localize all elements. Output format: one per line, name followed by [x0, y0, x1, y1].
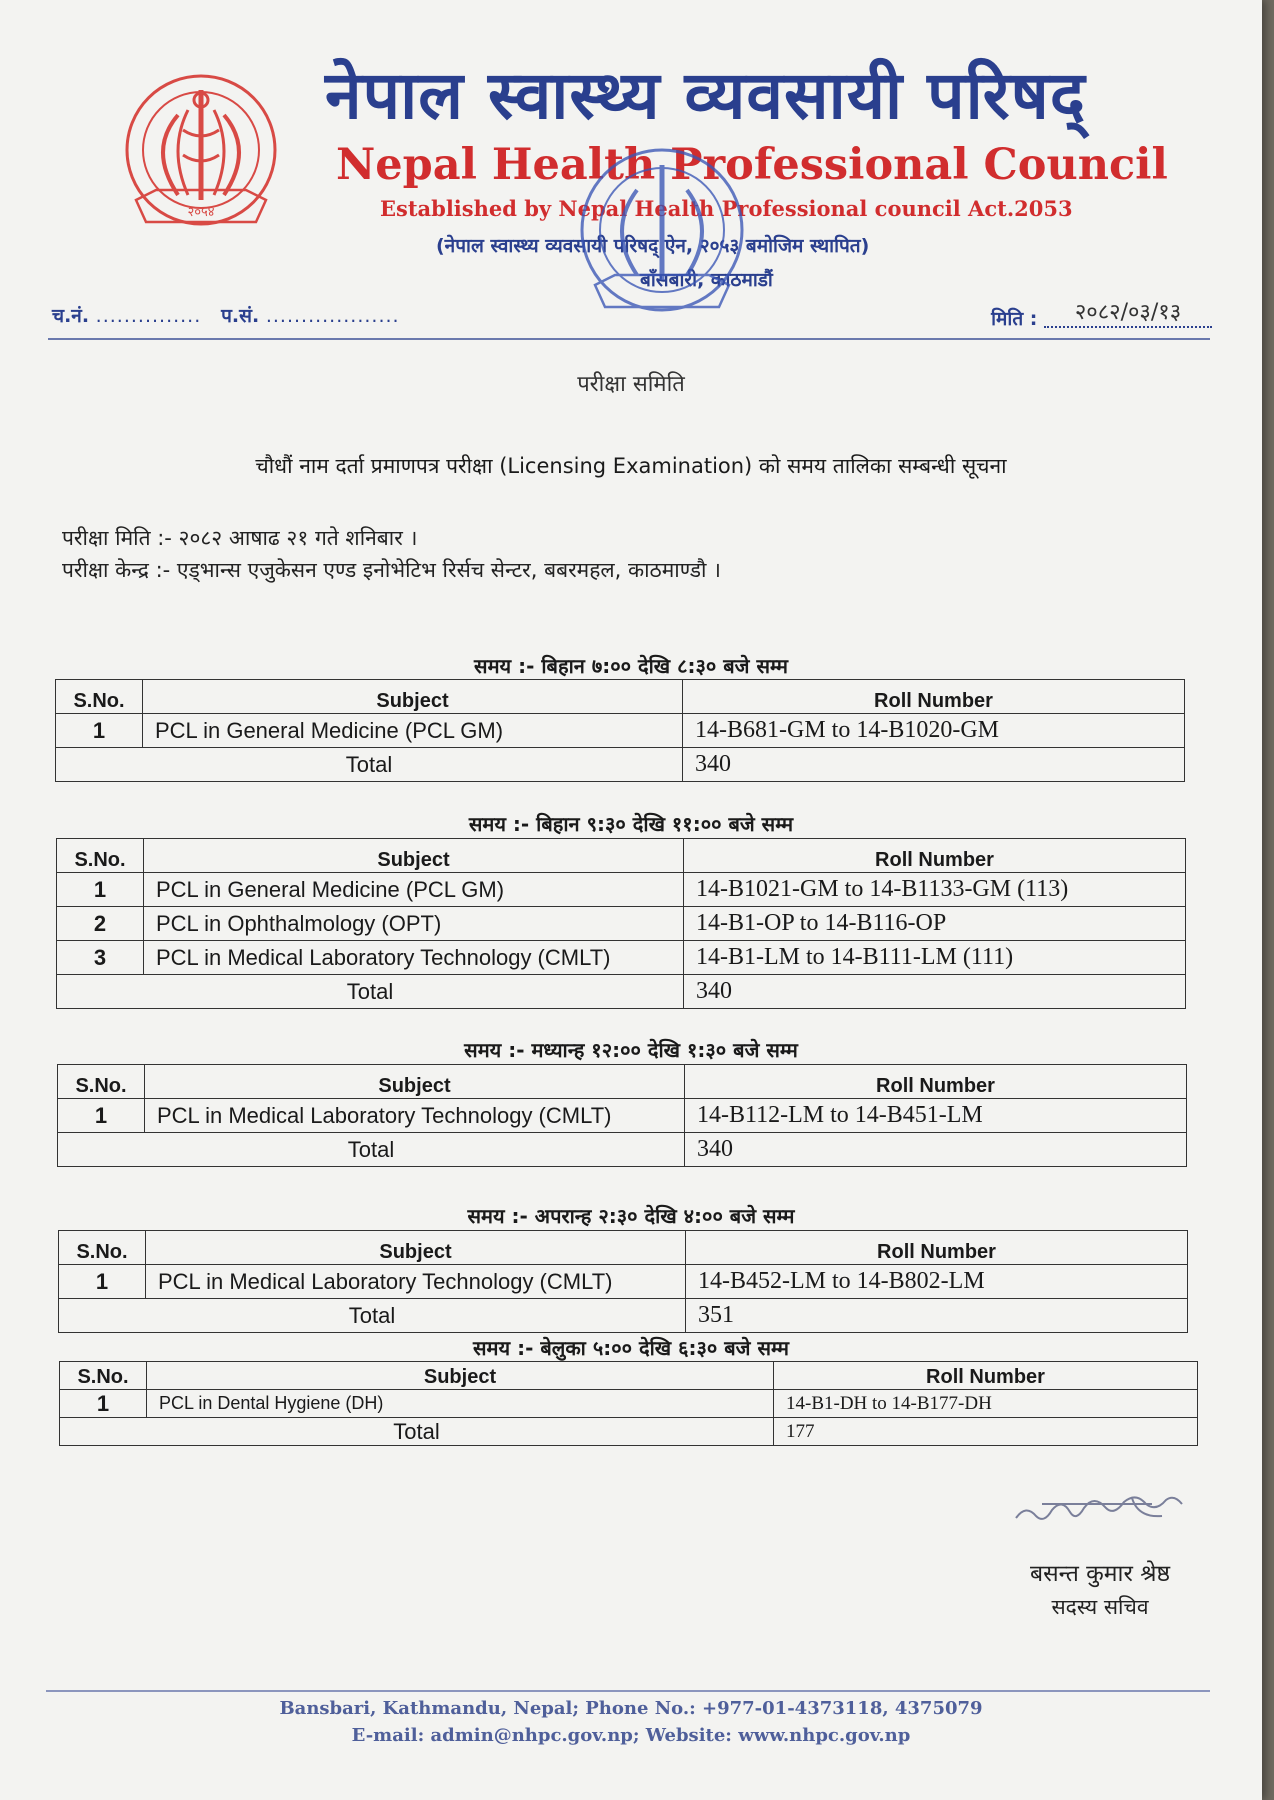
- handwritten-signature: [1012, 1490, 1202, 1530]
- roll-header: Roll Number: [684, 839, 1186, 873]
- total-label: Total: [58, 1133, 685, 1167]
- ref-no-blank: ...............: [95, 305, 202, 327]
- footer-address: Bansbari, Kathmandu, Nepal; Phone No.: +977-01-4373118, 4375079: [279, 1698, 983, 1719]
- subject-header: Subject: [143, 680, 683, 714]
- ref-no-label: च.नं.: [52, 305, 90, 327]
- subject-header: Subject: [145, 1065, 685, 1099]
- subject-cell: PCL in General Medicine (PCL GM): [143, 714, 683, 748]
- sno-header: S.No.: [59, 1231, 146, 1265]
- org-name-nepali: नेपाल स्वास्थ्य व्यवसायी परिषद्: [325, 57, 1086, 134]
- signatory-post: सदस्य सचिव: [1051, 1595, 1149, 1619]
- roll-header: Roll Number: [774, 1362, 1198, 1390]
- office-stamp: [575, 140, 750, 325]
- roll-cell: 14-B1-DH to 14-B177-DH: [774, 1390, 1198, 1418]
- roll-cell: 14-B681-GM to 14-B1020-GM: [683, 714, 1185, 748]
- table-row: [57, 873, 1186, 907]
- total-label: Total: [60, 1418, 774, 1446]
- footer-divider: [46, 1690, 1210, 1692]
- header-divider: [48, 338, 1210, 340]
- date-label: मिति :: [991, 308, 1038, 330]
- roll-cell: 14-B1-OP to 14-B116-OP: [684, 907, 1186, 941]
- total-value: 340: [685, 1133, 1187, 1167]
- sno-header: S.No.: [56, 680, 143, 714]
- total-row: [57, 975, 1186, 1009]
- table-row: [57, 941, 1186, 975]
- total-label: Total: [57, 975, 684, 1009]
- total-value: 177: [774, 1418, 1198, 1446]
- table-row: [56, 714, 1185, 748]
- signatory-name: बसन्त कुमार श्रेष्ठ: [1029, 1561, 1171, 1587]
- table-header-row: [59, 1231, 1188, 1265]
- table-row: [60, 1390, 1198, 1418]
- sno-header: S.No.: [58, 1065, 145, 1099]
- total-row: [56, 748, 1185, 782]
- council-logo: [118, 70, 284, 248]
- roll-header: Roll Number: [685, 1065, 1187, 1099]
- schedule-table: [58, 1230, 1188, 1333]
- committee-heading: परीक्षा समिति: [577, 372, 685, 397]
- org-name-english: Nepal Health Professional Council: [336, 140, 1168, 190]
- exam-date-line: परीक्षा मिति :- २०८२ आषाढ २१ गते शनिबार ।: [62, 526, 418, 550]
- sno-header: S.No.: [60, 1362, 147, 1390]
- subject-header: Subject: [144, 839, 684, 873]
- total-value: 340: [684, 975, 1186, 1009]
- total-row: [60, 1418, 1198, 1446]
- subject-cell: PCL in Medical Laboratory Technology (CMLT): [146, 1265, 686, 1299]
- subject-cell: PCL in Ophthalmology (OPT): [144, 907, 684, 941]
- roll-header: Roll Number: [686, 1231, 1188, 1265]
- total-row: [59, 1299, 1188, 1333]
- subject-cell: PCL in Dental Hygiene (DH): [147, 1390, 774, 1418]
- subject-header: Subject: [147, 1362, 774, 1390]
- ps-label: प.सं.: [221, 305, 260, 327]
- table-header-row: [60, 1362, 1198, 1390]
- notice-title: चौधौं नाम दर्ता प्रमाणपत्र परीक्षा (Licensing Examination) को समय तालिका सम्बन्धी सूचना: [255, 454, 1007, 478]
- table-row: [58, 1099, 1187, 1133]
- sno-header: S.No.: [57, 839, 144, 873]
- subject-header: Subject: [146, 1231, 686, 1265]
- table-header-row: [57, 839, 1186, 873]
- sno-cell: 1: [56, 714, 143, 748]
- schedule-table: [55, 679, 1185, 782]
- footer-contact: E-mail: admin@nhpc.gov.np; Website: www.nhpc.gov.np: [351, 1725, 911, 1746]
- roll-cell: 14-B112-LM to 14-B451-LM: [685, 1099, 1187, 1133]
- office-location: बाँसबारी, काठमाडौं: [640, 269, 773, 291]
- table-header-row: [56, 680, 1185, 714]
- schedule-table: [59, 1361, 1198, 1446]
- roll-cell: 14-B452-LM to 14-B802-LM: [686, 1265, 1188, 1299]
- total-label: Total: [56, 748, 683, 782]
- schedule-table: [56, 838, 1186, 1009]
- total-label: Total: [59, 1299, 686, 1333]
- established-nepali: (नेपाल स्वास्थ्य व्यवसायी परिषद् ऐन, २०५३ बमोजिम स्थापित): [436, 235, 870, 257]
- sno-cell: 1: [59, 1265, 146, 1299]
- session-time: समय :- अपरान्ह २:३० देखि ४:०० बजे सम्म: [467, 1204, 795, 1228]
- sno-cell: 1: [60, 1390, 147, 1418]
- session-time: समय :- बिहान ९:३० देखि ११:०० बजे सम्म: [468, 812, 794, 836]
- session-time: समय :- बेलुका ५:०० देखि ६:३० बजे सम्म: [473, 1336, 789, 1360]
- session-time: समय :- बिहान ७:०० देखि ८:३० बजे सम्म: [474, 654, 788, 678]
- exam-center-line: परीक्षा केन्द्र :- एड्भान्स एजुकेसन एण्ड इनोभेटिभ रिर्सच सेन्टर, बबरमहल, काठमाण्डौ ।: [62, 558, 722, 582]
- total-value: 340: [683, 748, 1185, 782]
- session-time: समय :- मध्यान्ह १२:०० देखि १:३० बजे सम्म: [464, 1038, 798, 1062]
- reference-row: [52, 302, 1212, 328]
- sno-cell: 1: [57, 873, 144, 907]
- subject-cell: PCL in Medical Laboratory Technology (CMLT): [145, 1099, 685, 1133]
- svg-text:२०५४: २०५४: [187, 205, 215, 220]
- subject-cell: PCL in General Medicine (PCL GM): [144, 873, 684, 907]
- table-row: [57, 907, 1186, 941]
- total-row: [58, 1133, 1187, 1167]
- table-row: [59, 1265, 1188, 1299]
- subject-cell: PCL in Medical Laboratory Technology (CMLT): [144, 941, 684, 975]
- schedule-table: [57, 1064, 1187, 1167]
- roll-cell: 14-B1021-GM to 14-B1133-GM (113): [684, 873, 1186, 907]
- table-header-row: [58, 1065, 1187, 1099]
- ps-blank: ...................: [265, 305, 400, 327]
- sno-cell: 2: [57, 907, 144, 941]
- sno-cell: 1: [58, 1099, 145, 1133]
- date-field: [991, 302, 1212, 334]
- roll-header: Roll Number: [683, 680, 1185, 714]
- date-value: २०८२/०३/१३: [1044, 296, 1212, 328]
- roll-cell: 14-B1-LM to 14-B111-LM (111): [684, 941, 1186, 975]
- total-value: 351: [686, 1299, 1188, 1333]
- sno-cell: 3: [57, 941, 144, 975]
- established-english: Established by Nepal Health Professional council Act.2053: [380, 196, 1073, 221]
